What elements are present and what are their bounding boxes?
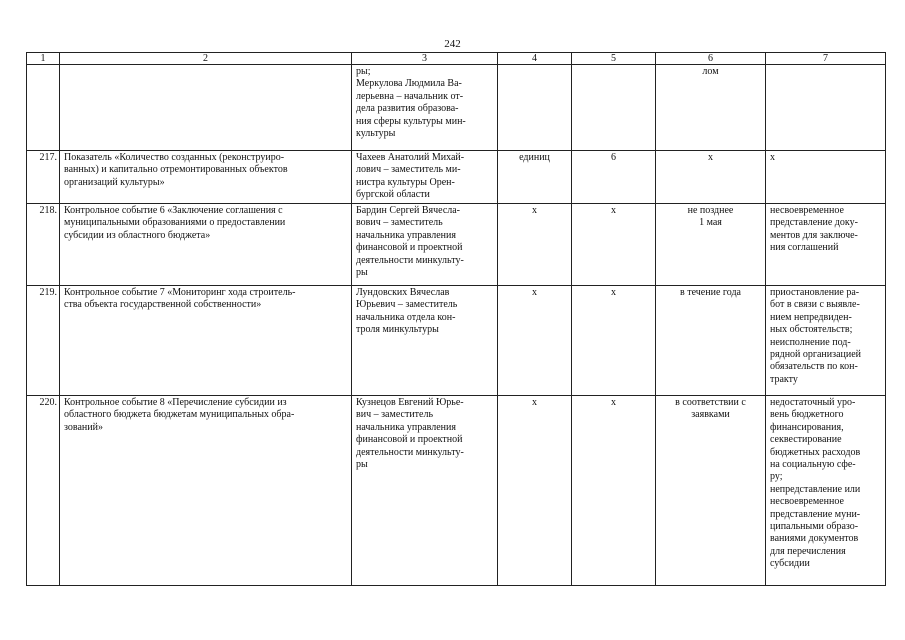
row-deadline: лом — [656, 65, 766, 151]
column-header: 4 — [498, 53, 572, 65]
row-risks: несвоевременное представление доку- ментов для заключе- ния соглашений — [766, 204, 886, 286]
row-risks — [766, 65, 886, 151]
row-responsible: Лундовских Вячеслав Юрьевич – заместитель начальника отдела кон- троля минкультуры — [352, 286, 498, 396]
table-row — [27, 286, 886, 396]
row-value: х — [572, 286, 656, 396]
row-unit: х — [498, 204, 572, 286]
row-description — [60, 65, 352, 151]
plan-table — [26, 52, 886, 586]
column-header: 7 — [766, 53, 886, 65]
row-responsible: ры; Меркулова Людмила Ва- лерьевна – начальник от- дела развития образова- ния сферы культуры мин- культуры — [352, 65, 498, 151]
row-value: 6 — [572, 151, 656, 204]
row-value: х — [572, 396, 656, 586]
row-responsible: Чахеев Анатолий Михай- лович – заместитель ми- нистра культуры Орен- бургской области — [352, 151, 498, 204]
table-header — [27, 53, 886, 65]
table-row — [27, 65, 886, 151]
row-unit — [498, 65, 572, 151]
row-deadline: в соответствии с заявками — [656, 396, 766, 586]
row-risks: х — [766, 151, 886, 204]
column-header: 1 — [27, 53, 60, 65]
row-number: 219. — [27, 286, 60, 396]
row-number — [27, 65, 60, 151]
page-number: 242 — [444, 38, 461, 50]
row-unit: х — [498, 286, 572, 396]
row-responsible: Бардин Сергей Вячесла- вович – заместитель начальника управления финансовой и проектной деятельности минкульту- ры — [352, 204, 498, 286]
row-description: Контрольное событие 8 «Перечисление субсидии из областного бюджета бюджетам муниципальных обра- зований» — [60, 396, 352, 586]
row-description: Показатель «Количество созданных (реконструиро- ванных) и капитально отремонтированных объектов организаций культуры» — [60, 151, 352, 204]
row-number: 218. — [27, 204, 60, 286]
row-value: х — [572, 204, 656, 286]
row-deadline: не позднее 1 мая — [656, 204, 766, 286]
column-header: 3 — [352, 53, 498, 65]
row-risks: недостаточный уро- вень бюджетного финансирования, секвестирование бюджетных расходов на социальную сфе- ру; непредставление или несвоевременное представление муни- ципальными образо- ваниями документов для перечисления субсидии — [766, 396, 886, 586]
row-unit: единиц — [498, 151, 572, 204]
table-row — [27, 396, 886, 586]
row-value — [572, 65, 656, 151]
row-deadline: в течение года — [656, 286, 766, 396]
row-description: Контрольное событие 7 «Мониторинг хода строитель- ства объекта государственной собственности» — [60, 286, 352, 396]
header-row — [27, 53, 886, 65]
column-header: 2 — [60, 53, 352, 65]
table-body — [27, 65, 886, 586]
row-description: Контрольное событие 6 «Заключение соглашения с муниципальными образованиями о предоставлении субсидии из областного бюджета» — [60, 204, 352, 286]
column-header: 5 — [572, 53, 656, 65]
row-responsible: Кузнецов Евгений Юрье- вич – заместитель начальника управления финансовой и проектной деятельности минкульту- ры — [352, 396, 498, 586]
row-number: 220. — [27, 396, 60, 586]
row-unit: х — [498, 396, 572, 586]
row-risks: приостановление ра- бот в связи с выявле- нием непредвиден- ных обстоятельств; неисполнение под- рядной организацией обязательств по кон- тракту — [766, 286, 886, 396]
column-header: 6 — [656, 53, 766, 65]
table-row — [27, 204, 886, 286]
row-number: 217. — [27, 151, 60, 204]
row-deadline: х — [656, 151, 766, 204]
table-row — [27, 151, 886, 204]
